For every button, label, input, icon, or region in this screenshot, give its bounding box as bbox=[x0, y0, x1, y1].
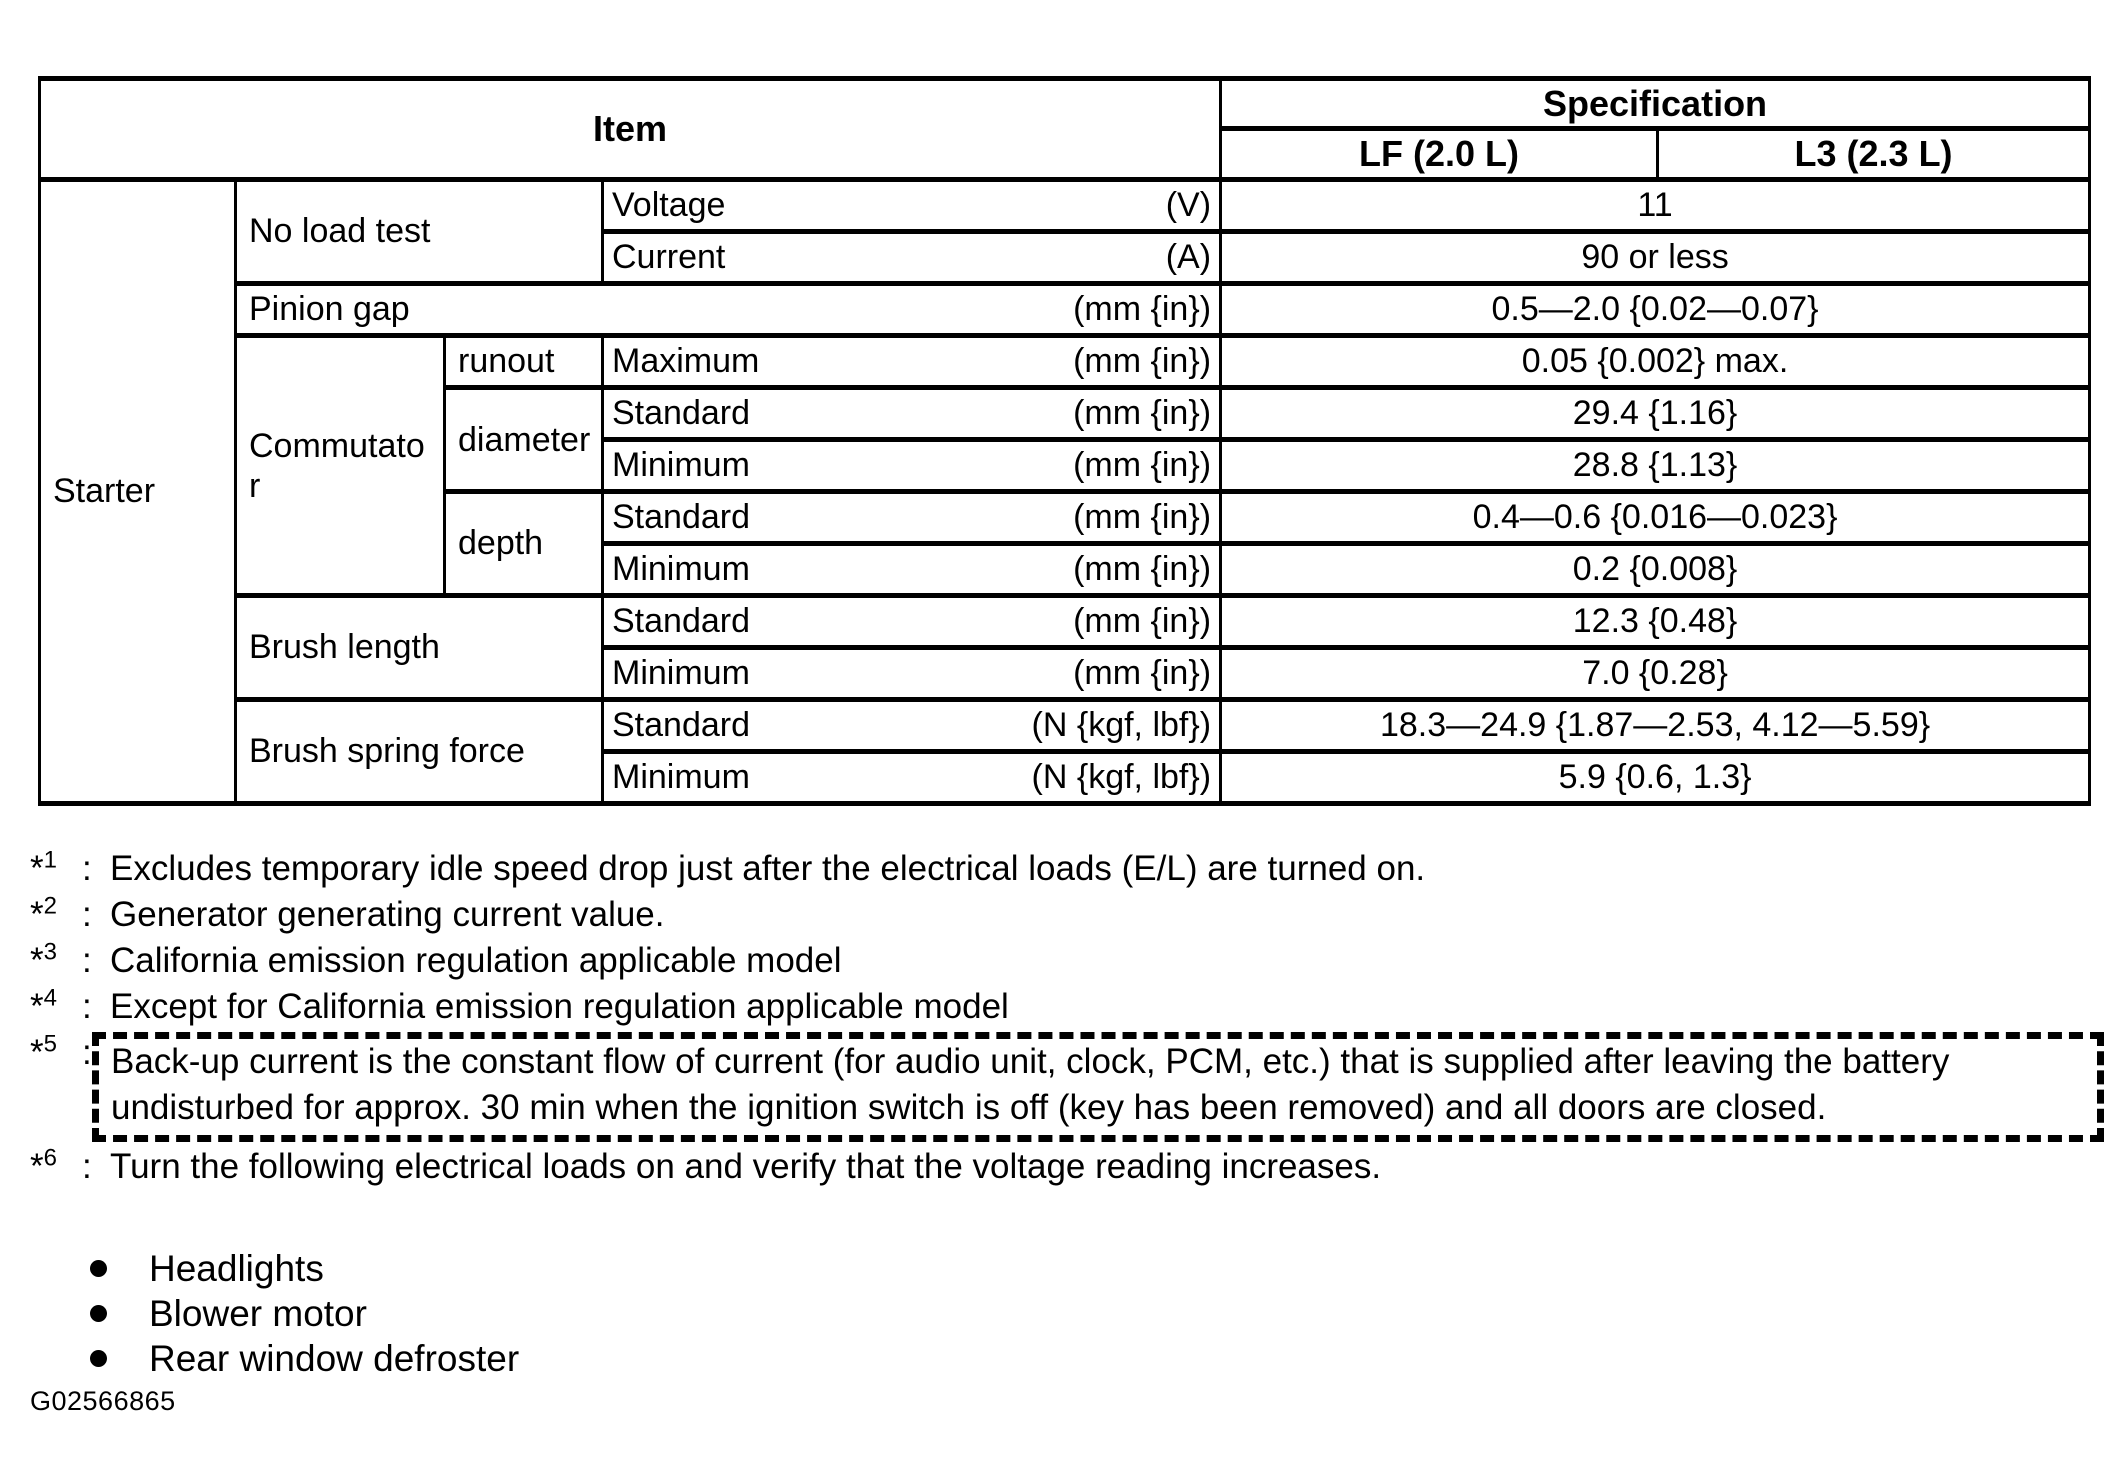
pinion-gap-value: 0.5—2.0 {0.02—0.07} bbox=[1221, 284, 2090, 336]
current-unit: (A) bbox=[1165, 238, 1212, 276]
footnote-6-text: Turn the following electrical loads on and verify that the voltage reading increases. bbox=[110, 1147, 1382, 1186]
brush-spring-standard-label: Standard bbox=[612, 706, 750, 744]
footnote-5-marker: *$^5$ bbox=[30, 1030, 57, 1072]
footnote-4-marker: *$^4$ bbox=[30, 984, 57, 1026]
runout-maximum-cell bbox=[603, 336, 1221, 388]
l3-column-header: L3 (2.3 L) bbox=[1658, 129, 2090, 180]
diameter-standard-cell bbox=[603, 388, 1221, 440]
depth-standard-cell bbox=[603, 492, 1221, 544]
list-item bbox=[90, 1291, 519, 1336]
footnote-5: *$^5$ : Back-up current is the constant flow of current (for audio unit, clock, PCM, etc.) that is supplied after leaving the battery undisturbed for approx. 30 min when the ignition switch is off (key has been removed) and all doors are closed. bbox=[30, 1030, 2104, 1144]
list-item bbox=[90, 1246, 519, 1291]
footnote-2: *$^2$ : Generator generating current value. bbox=[30, 892, 2104, 938]
brush-length-minimum-unit: (mm {in}) bbox=[1073, 654, 1212, 692]
load-label: Headlights bbox=[149, 1247, 324, 1289]
brush-spring-minimum-unit: (N {kgf, lbf}) bbox=[1031, 758, 1212, 796]
starter-group-cell: Starter bbox=[40, 180, 236, 804]
depth-minimum-unit: (mm {in}) bbox=[1073, 550, 1212, 588]
brush-spring-force-cell: Brush spring force bbox=[236, 700, 603, 804]
footnote-2-marker: *$^2$ bbox=[30, 892, 57, 934]
pinion-gap-unit: (mm {in}) bbox=[1073, 290, 1212, 328]
footnote-6: *$^6$ : Turn the following electrical loads on and verify that the voltage reading increases. bbox=[30, 1144, 2104, 1190]
diameter-minimum-cell bbox=[603, 440, 1221, 492]
footnote-2-text: Generator generating current value. bbox=[110, 895, 665, 934]
lf-column-header: LF (2.0 L) bbox=[1221, 129, 1658, 180]
footnote-1: *$^1$ : Excludes temporary idle speed drop just after the electrical loads (E/L) are turned on. bbox=[30, 846, 2104, 892]
brush-length-minimum-label: Minimum bbox=[612, 654, 750, 692]
diameter-standard-value: 29.4 {1.16} bbox=[1221, 388, 2090, 440]
diameter-minimum-unit: (mm {in}) bbox=[1073, 446, 1212, 484]
current-value: 90 or less bbox=[1221, 232, 2090, 284]
table-row bbox=[40, 700, 2090, 752]
table-row bbox=[40, 180, 2090, 232]
depth-minimum-value: 0.2 {0.008} bbox=[1221, 544, 2090, 596]
brush-spring-minimum-label: Minimum bbox=[612, 758, 750, 796]
brush-length-standard-unit: (mm {in}) bbox=[1073, 602, 1212, 640]
voltage-cell bbox=[603, 180, 1221, 232]
brush-length-minimum-cell bbox=[603, 648, 1221, 700]
table-row bbox=[40, 596, 2090, 648]
brush-length-standard-value: 12.3 {0.48} bbox=[1221, 596, 2090, 648]
footnote-5-highlight-box: Back-up current is the constant flow of current (for audio unit, clock, PCM, etc.) that is supplied after leaving the battery undisturbed for approx. 30 min when the ignition switch is off (key has been removed) and all doors are closed. bbox=[92, 1032, 2104, 1142]
runout-cell: runout bbox=[445, 336, 603, 388]
no-load-test-cell: No load test bbox=[236, 180, 603, 284]
bullet-icon bbox=[90, 1260, 107, 1277]
footnote-3: *$^3$ : California emission regulation applicable model bbox=[30, 938, 2104, 984]
specification-table bbox=[38, 76, 2091, 806]
current-label: Current bbox=[612, 238, 726, 276]
voltage-value: 11 bbox=[1221, 180, 2090, 232]
figure-code: G02566865 bbox=[30, 1386, 176, 1416]
footnote-6-marker: *$^6$ bbox=[30, 1144, 57, 1186]
footnote-3-marker: *$^3$ bbox=[30, 938, 57, 980]
commutator-group-cell: Commutator bbox=[236, 336, 445, 596]
runout-maximum-label: Maximum bbox=[612, 342, 760, 380]
voltage-label: Voltage bbox=[612, 186, 726, 224]
depth-minimum-cell bbox=[603, 544, 1221, 596]
diameter-minimum-label: Minimum bbox=[612, 446, 750, 484]
electrical-loads-list bbox=[90, 1246, 519, 1381]
specification-header: Specification bbox=[1221, 79, 2090, 129]
diameter-minimum-value: 28.8 {1.13} bbox=[1221, 440, 2090, 492]
depth-standard-unit: (mm {in}) bbox=[1073, 498, 1212, 536]
load-label: Blower motor bbox=[149, 1292, 367, 1334]
brush-length-standard-label: Standard bbox=[612, 602, 750, 640]
item-header: Item bbox=[40, 79, 1221, 180]
depth-cell: depth bbox=[445, 492, 603, 596]
load-label: Rear window defroster bbox=[149, 1337, 520, 1379]
depth-standard-label: Standard bbox=[612, 498, 750, 536]
runout-maximum-value: 0.05 {0.002} max. bbox=[1221, 336, 2090, 388]
list-item bbox=[90, 1336, 519, 1381]
brush-length-cell: Brush length bbox=[236, 596, 603, 700]
brush-spring-standard-cell bbox=[603, 700, 1221, 752]
footnote-1-marker: *$^1$ bbox=[30, 846, 57, 888]
brush-length-minimum-value: 7.0 {0.28} bbox=[1221, 648, 2090, 700]
depth-minimum-label: Minimum bbox=[612, 550, 750, 588]
brush-spring-minimum-value: 5.9 {0.6, 1.3} bbox=[1221, 752, 2090, 804]
bullet-icon bbox=[90, 1350, 107, 1367]
brush-spring-minimum-cell bbox=[603, 752, 1221, 804]
diameter-cell: diameter bbox=[445, 388, 603, 492]
voltage-unit: (V) bbox=[1165, 186, 1212, 224]
brush-spring-standard-unit: (N {kgf, lbf}) bbox=[1031, 706, 1212, 744]
footnote-4: *$^4$ : Except for California emission regulation applicable model bbox=[30, 984, 2104, 1030]
table-row bbox=[40, 336, 2090, 388]
table-row bbox=[40, 284, 2090, 336]
bullet-icon bbox=[90, 1305, 107, 1322]
footnotes-section bbox=[30, 846, 2104, 1190]
footnote-1-text: Excludes temporary idle speed drop just after the electrical loads (E/L) are turned on. bbox=[110, 849, 1426, 888]
brush-spring-standard-value: 18.3—24.9 {1.87—2.53, 4.12—5.59} bbox=[1221, 700, 2090, 752]
table-header-row bbox=[40, 79, 2090, 129]
footnote-3-text: California emission regulation applicable model bbox=[110, 941, 842, 980]
runout-maximum-unit: (mm {in}) bbox=[1073, 342, 1212, 380]
pinion-gap-label: Pinion gap bbox=[249, 290, 410, 328]
depth-standard-value: 0.4—0.6 {0.016—0.023} bbox=[1221, 492, 2090, 544]
brush-length-standard-cell bbox=[603, 596, 1221, 648]
footnote-4-text: Except for California emission regulation applicable model bbox=[110, 987, 1009, 1026]
current-cell bbox=[603, 232, 1221, 284]
diameter-standard-unit: (mm {in}) bbox=[1073, 394, 1212, 432]
pinion-gap-cell bbox=[236, 284, 1221, 336]
diameter-standard-label: Standard bbox=[612, 394, 750, 432]
